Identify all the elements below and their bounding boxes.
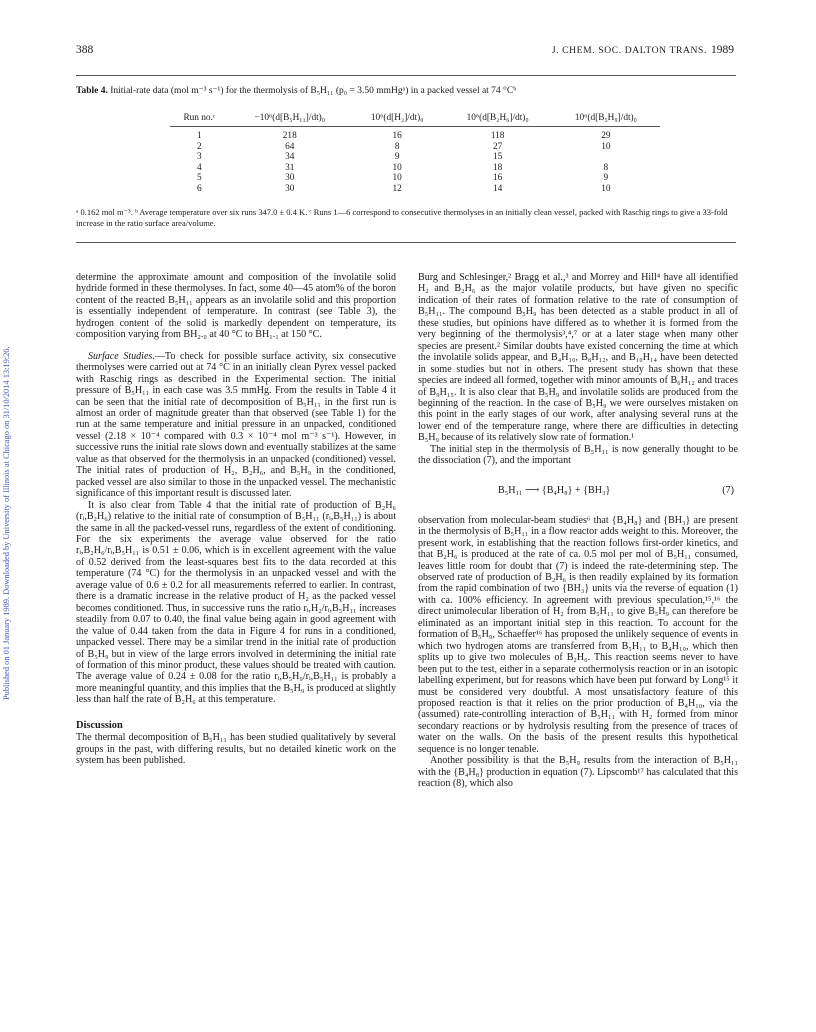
table-cell: 8	[603, 162, 609, 173]
table-cell	[552, 152, 660, 163]
table-cell: 16	[493, 173, 503, 184]
table-cell: 1	[197, 131, 202, 141]
table-caption-label: Table 4.	[76, 86, 108, 96]
table-row	[170, 173, 660, 184]
table-cell: 218	[282, 131, 297, 141]
table-cell: 8	[394, 141, 400, 152]
paragraph: observation from molecular-beam studies⁶ that {B₄H₈} and {BH₃} are present in the thermolysis of B₅H₁₁ in a flow reactor adds weight to this. Moreover, the present work, in establishing that the reaction follows first-order kinetics, and that B₂H₆ is produced at the rate of ca. 0.5 mol per mol of B₅H₁₁ consumed, leaves little room for doubt that (7) is indeed the rate-determining step. The observed rate of production of B₂H₆ is then readily explained by its formation from the rapid combination of two {BH₃} units via the reverse of equation (1) with ca. 100% efficiency. In agreement with previous speculation,¹⁵,¹⁶ the direct unimolecular liberation of H₂ from B₅H₁₁ to give B₅H₉ can therefore be eliminated as an important initial step in this reaction. To account for the formation of B₅H₉, Schaeffer¹⁶ has proposed the unlikely sequence of events in which two hydrogen atoms are transferred from B₅H₁₁ to B₄H₁₀, which then splits up to give two molecules of B₂H₆. This reaction seems never to have been put to the test, either in a separate cothermolysis reaction or in an isotopic labelling experiment, but for reasons which have been put forward by Long¹⁵ it must be considered very doubtful. A most unsatisfactory feature of this proposed reaction is that it relies on the prior production of B₄H₁₀, via the (assumed) rate-controlling interaction of B₅H₁₁ with H₂ formed from minor secondary reactions or by hydrolysis resulting from the presence of traces of water on the walls. On the basis of the present results this hypothetical sequence is no longer tenable.	[418, 514, 738, 755]
column-header: 10⁶(d[B₂H₆]/dt)₀	[444, 113, 552, 127]
table-cell: 9	[394, 152, 400, 163]
table-row	[170, 127, 660, 142]
journal-year: 1989	[711, 44, 734, 56]
table-cell: 6	[197, 183, 202, 194]
right-column	[418, 272, 738, 790]
journal-name: J. CHEM. SOC. DALTON TRANS.	[551, 45, 707, 56]
column-header: Run no.ᶜ	[170, 113, 229, 127]
column-header: 10⁶(d[B₅H₉]/dt)₀	[552, 113, 660, 127]
column-header: −10⁶(d[B₅H₁₁]/dt)₀	[229, 113, 351, 127]
paragraph: determine the approximate amount and composition of the involatile solid hydride formed in these thermolyses. In fact, some 40—45 atom% of the boron content of the reacted B₅H₁₁ appears as an involatile solid and this proportion is essentially independent of temperature. In contrast (see Table 3), the hydrogen content of the solid is markedly dependent on temperature, its composition varying from BH₂.₀ at 40 °C to BH₁.₁ at 150 °C.	[76, 272, 396, 341]
paragraph: The initial step in the thermolysis of B₅H₁₁ is now generally thought to be the dissociation (7), and the important	[418, 443, 738, 467]
table-cell: 64	[285, 141, 295, 152]
table-cell: 12	[392, 183, 402, 194]
table-header-row	[170, 113, 660, 127]
table-cell: 3	[197, 152, 202, 163]
paragraph: Another possibility is that the B₅H₉ results from the interaction of B₅H₁₁ with the {B₄H₈} production in equation (7). Lipscomb¹⁷ has calculated that this reaction (8), which also	[418, 755, 738, 790]
section-heading-surface-studies: Surface Studies.	[88, 350, 155, 362]
equation-expression: B₅H₁₁ ⟶ {B₄H₈} + {BH₃}	[498, 484, 611, 496]
paragraph-text: —To check for possible surface activity, six consecutive thermolyses were carried out at 74 °C in an initially clean Pyrex vessel packed with Raschig rings as described in the Experimental section. The initial pressure of B₅H₁₁ in each case was 3.5 mmHg. From the results in Table 4 it can be seen that the initial rate of decomposition of B₅H₁₁ in the first run is almost an order of magnitude greater than that observed (see Table 1) for the run at the same temperature and initial pressure in an unpacked, conditioned vessel (2.18 × 10⁻⁴ compared with 0.3 × 10⁻⁴ mol m⁻³ s⁻¹). However, in successive runs the initial rate slows down and eventually stabilizes at the same value as that observed for the thermolysis in an unpacked (conditioned) vessel. The initial rates of production of H₂, B₂H₆, and B₅H₉ in the conditioned, packed vessel are also similar to those in the unpacked vessel. The mechanistic significance of this important result is discussed later.	[76, 350, 396, 500]
table-caption	[76, 85, 736, 96]
top-rule	[76, 75, 736, 76]
section-heading-discussion: Discussion	[76, 719, 123, 731]
table-cell: 118	[490, 131, 505, 141]
table-caption-text: Initial-rate data (mol m⁻³ s⁻¹) for the thermolysis of B₅H₁₁ (p₀ = 3.50 mmHgᵃ) in a packed vessel at 74 °Cᵇ	[110, 86, 517, 96]
table-cell: 29	[601, 131, 611, 141]
table-cell: 27	[493, 141, 503, 152]
data-table	[170, 113, 660, 195]
table-cell: 18	[493, 162, 503, 173]
paragraph: It is also clear from Table 4 that the initial rate of production of B₂H₆ (rᵢ,B₂H₆) relative to the initial rate of consumption of B₅H₁₁ (rᵢ,B₅H₁₁) is about the same in all the packed-vessel runs, regardless of the extent of conditioning. For the six experiments the average value observed for the ratio rᵢ,B₂H₆/rᵢ,B₅H₁₁ is 0.51 ± 0.06, which is in excellent agreement with the value of 0.52 derived from the least-squares best fits to the data recorded at this temperature (74 °C) for the thermolysis in an unpacked vessel and with the average value of 0.6 ± 0.2 for all measurements referred to earlier. In contrast, there is a dramatic increase in the relative product of H₂ as the packed vessel becomes conditioned. Thus, in successive runs the ratio rᵢ,H₂/rᵢ,B₅H₁₁ increases steadily from 0.07 to 0.40, the final value being again in good agreement with the value of 0.44 taken from the data in Figure 4 for runs in a conditioned, unpacked vessel. There may be a similar trend in the initial rate of production of B₅H₉ but in view of the large errors involved in determining the initial rate of formation of this minor product, these values should be treated with caution. The average value of 0.24 ± 0.08 for the ratio rᵢ,B₅H₉/rᵢ,B₅H₁₁ is probably a more meaningful quantity, and this implies that the B₅H₉ is produced at slightly less than half the rate of B₂H₆ at this temperature.	[76, 499, 396, 706]
table-cell: 10	[392, 173, 402, 184]
table-cell: 10	[601, 141, 611, 152]
table-cell: 10	[601, 183, 611, 194]
paragraph	[76, 351, 396, 500]
table-cell: 5	[197, 173, 202, 184]
table-cell: 2	[197, 141, 202, 152]
download-notice: Published on 01 January 1989. Downloaded by University of Illinois at Chicago on 31/10/2014 13:19:26.	[2, 346, 11, 700]
table-row	[170, 142, 660, 153]
column-header: 10⁶(d[H₂]/dt)₀	[351, 113, 444, 127]
paragraph: Burg and Schlesinger,² Bragg et al.,³ and Morrey and Hill⁴ have all identified H₂ and B₂H₆ as the major volatile products, but have given no specific indication of their rates of formation relative to the rate of consumption of B₅H₁₁. The compound B₅H₉ has been detected as a stable product in all of these studies, but opinions have differed as to whether it is formed from the very beginning of the thermolysis³,⁴,⁷ or at a later stage when many other species are present.² Similar doubts have existed concerning the time at which the involatile solids appear, and B₄H₁₀, B₈H₁₂, and B₁₀H₁₄ have been detected in some studies but not in others. The present study has shown that these species are indeed all formed, together with minor amounts of B₆H₁₂ and traces of B₉H₁₅. It is also clear that B₅H₉ and involatile solids are produced from the beginning of the reaction. In the case of B₅H₉ we were ourselves mistaken on this point in the early stages of our work, after analysing several runs at the lower end of the temperature range, where there are difficulties in detecting B₅H₉ because of its relatively slow rate of formation.¹	[418, 272, 738, 444]
table-cell: 30	[285, 183, 295, 194]
table-cell: 14	[493, 183, 503, 194]
table-cell: 9	[603, 173, 609, 184]
table-cell: 30	[285, 173, 295, 184]
page-number: 388	[76, 44, 94, 56]
journal-header	[552, 44, 734, 56]
table-cell: 31	[285, 162, 295, 173]
table-row	[170, 152, 660, 163]
paragraph: The thermal decomposition of B₅H₁₁ has been studied qualitatively by several groups in the past, with differing results, but no detailed kinetic work on the system has been published.	[76, 732, 396, 767]
table-cell: 15	[493, 152, 503, 163]
left-column	[76, 272, 396, 767]
table-cell: 34	[285, 152, 295, 163]
table-footnote: ᵃ 0.162 mol m⁻³. ᵇ Average temperature over six runs 347.0 ± 0.4 K. ᶜ Runs 1—6 correspond to consecutive thermolyses in an initially clean vessel, packed with Raschig rings to give a 33-fold increase in the ratio surface area/volume.	[76, 207, 728, 228]
table-row	[170, 184, 660, 195]
table-cell: 4	[197, 162, 202, 173]
table-cell: 16	[392, 131, 402, 141]
table-row	[170, 163, 660, 174]
equation-number: (7)	[722, 484, 734, 496]
equation-7	[418, 477, 738, 507]
table-bottom-rule	[76, 242, 736, 243]
table-cell: 10	[392, 162, 402, 173]
